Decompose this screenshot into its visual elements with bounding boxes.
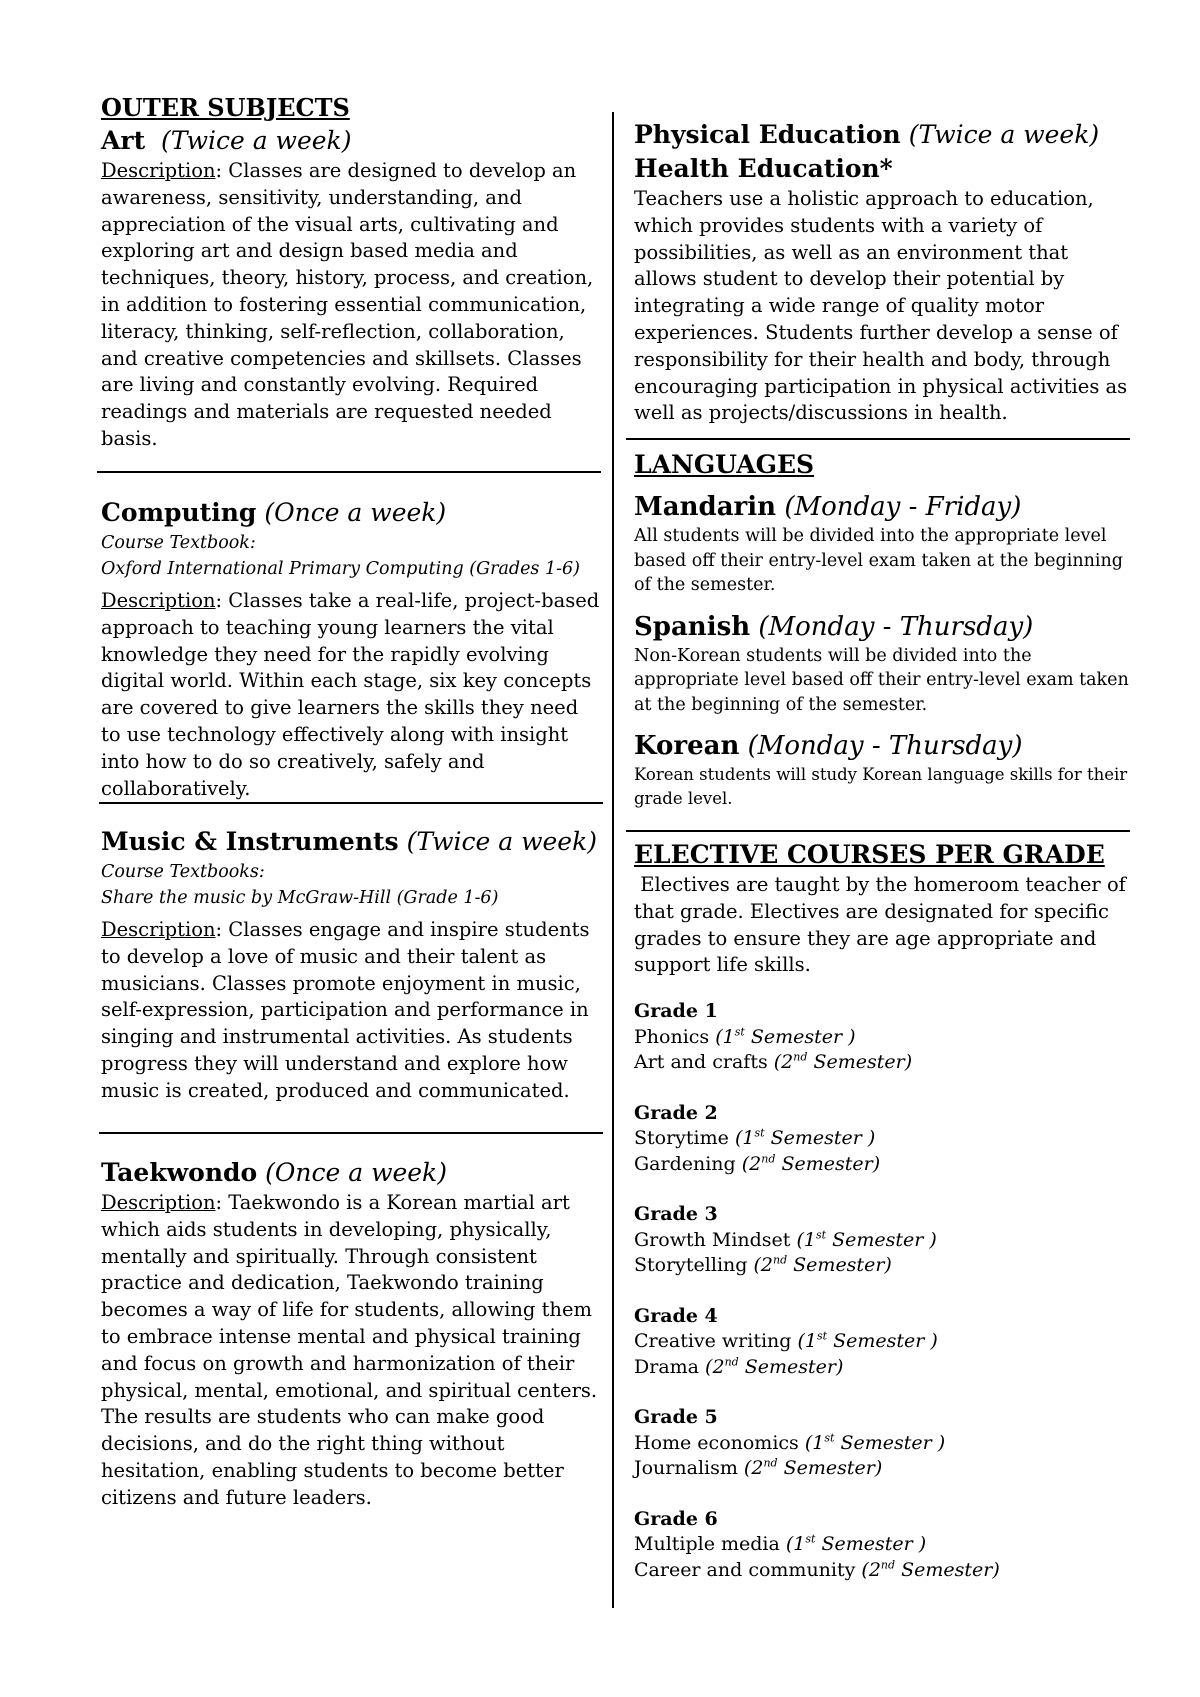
grade-second-course: Storytelling [634,1254,748,1277]
grade-item [634,999,1134,1076]
grade-second-course: Journalism [634,1457,738,1480]
mandarin-name: Mandarin [634,492,777,522]
grade-label: Grade 4 [634,1304,718,1327]
divider-languages [626,830,1130,832]
grade-label: Grade 6 [634,1507,718,1530]
mandarin-frequency: (Monday - Friday) [784,492,1022,522]
music-frequency: (Twice a week) [406,827,597,856]
korean-title [634,729,1134,763]
mandarin-title [634,490,1134,524]
health-title [634,152,1134,186]
art-description-label: Description [101,159,216,182]
pe-section [634,118,1134,427]
taekwondo-description-text: : Taekwondo is a Korean martial art which aids students in developing, physically, mentally and spiritually. Through consistent practice and dedication, Taekwondo training becomes a way of life for students, allowing them to embrace intense mental and physical training and focus on growth and harmonization of their physical, mental, emotional, and spiritual centers. The results are students who can make good decisions, and do the right thing without hesitation, enabling students to become better citizens and future leaders. [101,1191,598,1509]
second-semester-tag: (2nd Semester) [705,1355,844,1378]
grade-second-semester [634,1050,1134,1076]
grade-first-course: Home economics [634,1431,799,1454]
divider-pe [626,438,1130,440]
grade-first-course: Multiple media [634,1533,780,1556]
art-section [101,92,601,453]
mandarin-description: All students will be divided into the appropriate level based off their entry-level exam taken at the beginning of the semester. [634,526,1123,595]
first-semester-tag: (1st Semester ) [804,1431,946,1454]
grade-item [634,1101,1134,1178]
first-semester-tag: (1st Semester ) [796,1228,937,1251]
electives-intro: Electives are taught by the homeroom teacher of that grade. Electives are designated for specific grades to ensure they are age appropriate and support life skills. [634,873,1133,977]
grade-first-course: Growth Mindset [634,1228,791,1251]
computing-description-label: Description [101,589,216,612]
grade-first-semester [634,1329,1134,1355]
art-title [101,124,601,158]
spanish-name: Spanish [634,611,751,642]
computing-frequency: (Once a week) [264,498,447,527]
taekwondo-section [101,1156,601,1512]
pe-name: Physical Education [634,120,901,149]
grade-second-semester [634,1456,1134,1482]
second-semester-tag: (2nd Semester) [743,1456,883,1480]
grade-first-semester [634,1126,1134,1152]
korean-name: Korean [634,731,740,761]
grade-first-course: Storytime [634,1127,729,1150]
grade-item [634,1507,1134,1584]
grade-item [634,1304,1134,1381]
second-semester-tag: (2nd Semester) [753,1253,892,1277]
grade-label: Grade 5 [634,1406,718,1429]
grade-second-semester [634,1152,1134,1178]
divider-music [99,1132,603,1134]
computing-description-text: : Classes take a real-life, project-based approach to teaching young learners the vital knowledge they need for the rapidly evolving digital world. Within each stage, six key concepts are covered to give learners the skills they need to use technology effectively along with insight into how to do so creatively, safely and collaboratively. [101,589,600,800]
computing-textbook: Oxford International Primary Computing (Grades 1-6) [101,559,580,579]
grade-second-semester [634,1253,1134,1279]
taekwondo-name: Taekwondo [101,1158,258,1187]
grade-first-course: Creative writing [634,1330,792,1353]
electives-section [634,838,1134,1608]
music-textbook-label: Course Textbooks: [101,862,265,882]
music-textbook: Share the music by McGraw-Hill (Grade 1-6) [101,888,499,908]
grade-item [634,1405,1134,1482]
taekwondo-frequency: (Once a week) [265,1158,447,1187]
grade-first-semester [634,1532,1134,1558]
pe-title [634,118,1134,152]
grade-second-course: Art and crafts [634,1051,768,1074]
first-semester-tag: (1st Semester ) [715,1025,856,1048]
taekwondo-title [101,1156,601,1190]
grade-first-semester [634,1025,1134,1051]
grade-second-course: Career and community [634,1558,856,1581]
first-semester-tag: (1st Semester ) [734,1126,876,1150]
art-description [101,158,601,453]
korean-description: Korean students will study Korean language skills for their grade level. [634,765,1128,808]
grade-first-course: Phonics [634,1025,710,1048]
grades-list [634,999,1134,1583]
computing-section [101,496,601,802]
grade-item [634,1202,1134,1279]
grade-label: Grade 2 [634,1101,718,1124]
divider-art [97,471,601,473]
music-title [101,825,601,859]
computing-textbook-label: Course Textbook: [101,533,256,553]
section-title-languages: LANGUAGES [634,450,815,479]
spanish-description: Non-Korean students will be divided into the appropriate level based off their entry-level exam taken at the beginning of the semester. [634,645,1129,715]
taekwondo-description-label: Description [101,1191,216,1214]
first-semester-tag: (1st Semester ) [797,1329,938,1353]
computing-name: Computing [101,498,257,527]
art-name: Art [101,126,146,155]
divider-computing [99,802,603,804]
column-divider [612,112,614,1608]
taekwondo-description [101,1190,601,1512]
grade-second-course: Gardening [634,1152,736,1175]
grade-second-semester [634,1355,1134,1381]
art-frequency: (Twice a week) [161,126,352,155]
music-section [101,825,601,1105]
music-description-label: Description [101,918,216,941]
art-description-text: : Classes are designed to develop an awareness, sensitivity, understanding, and appreciation of the visual arts, cultivating and exploring art and design based media and techniques, theory, history, process, and creation, in addition to fostering essential communication, literacy, thinking, self-reflection, collaboration, and creative competencies and skillsets. Classes are living and constantly evolving. Required readings and materials are requested needed basis. [101,159,594,450]
spanish-frequency: (Monday - Thursday) [758,611,1034,642]
second-semester-tag: (2nd Semester) [741,1152,881,1175]
grade-label: Grade 1 [634,1000,718,1023]
grade-first-semester [634,1431,1134,1457]
first-semester-tag: (1st Semester ) [785,1532,927,1556]
music-description-text: : Classes engage and inspire students to develop a love of music and their talent as musicians. Classes promote enjoyment in music, self-expression, participation and performance in singing and instrumental activities. As students progress they will understand and explore how music is created, produced and communicated. [101,918,590,1102]
second-semester-tag: (2nd Semester) [773,1050,913,1074]
pe-frequency: (Twice a week) [908,120,1100,149]
grade-second-course: Drama [634,1355,699,1378]
health-name: Health Education* [634,154,893,183]
music-name: Music & Instruments [101,827,399,856]
computing-description [101,588,601,802]
grade-second-semester [634,1558,1134,1584]
grade-label: Grade 3 [634,1203,718,1226]
languages-section [634,448,1134,811]
pe-description: Teachers use a holistic approach to education, which provides students with a variety of possibilities, as well as an environment that allows student to develop their potential by integrating a wide range of quality motor experiences. Students further develop a sense of responsibility for their health and body, through encouraging participation in physical activities as well as projects/discussions in health. [634,187,1128,425]
section-title-electives: ELECTIVE COURSES PER GRADE [634,840,1105,869]
section-title-outer-subjects: OUTER SUBJECTS [101,93,350,122]
computing-title [101,496,601,530]
second-semester-tag: (2nd Semester) [861,1558,1000,1581]
korean-frequency: (Monday - Thursday) [747,731,1023,761]
music-description [101,917,601,1105]
grade-first-semester [634,1228,1134,1254]
spanish-title [634,610,1134,644]
